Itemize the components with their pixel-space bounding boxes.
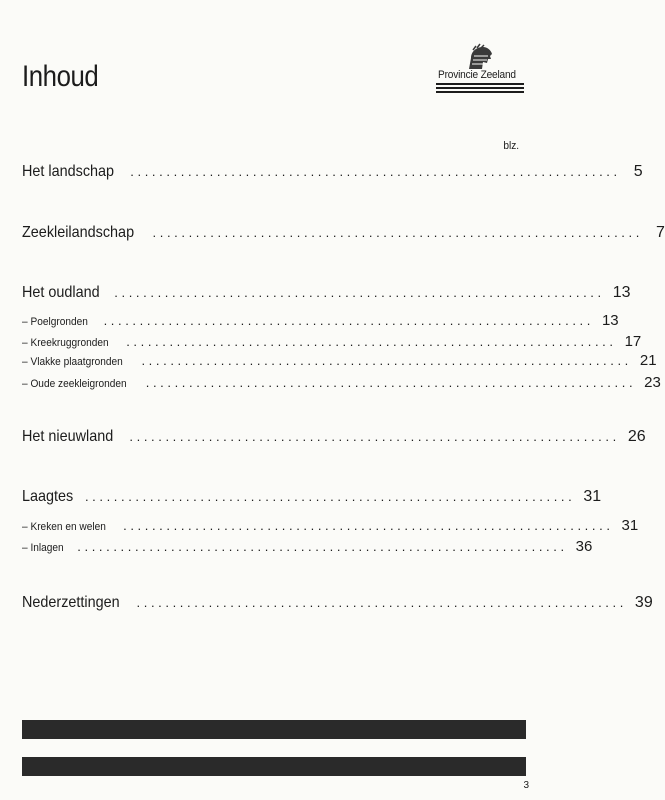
toc-entry[interactable] <box>22 224 665 246</box>
page-column-label: blz. <box>503 140 519 152</box>
toc-subentry-page: 23 <box>644 374 661 391</box>
toc-entry-label: Nederzettingen <box>22 594 120 611</box>
toc-subentry-page: 17 <box>624 333 642 350</box>
toc-entry-page: 5 <box>633 163 643 180</box>
zeeland-lion-icon <box>463 44 495 70</box>
toc-subentry-label: – Oude zeekleigronden <box>22 378 127 390</box>
toc-leader-dots: .................................................................... <box>103 313 594 328</box>
toc-entry-label: Het oudland <box>22 284 100 301</box>
toc-subentry-page: 31 <box>621 517 639 534</box>
toc-leader-dots: .................................................................... <box>126 334 617 349</box>
toc-subentry[interactable] <box>22 352 657 369</box>
toc-entry[interactable] <box>22 284 631 306</box>
toc-leader-dots: .................................................................... <box>130 164 621 179</box>
toc-subentry-label: – Kreken en welen <box>22 521 106 533</box>
toc-subentry-page: 36 <box>575 538 593 555</box>
toc-entry-label: Het nieuwland <box>22 428 114 445</box>
toc-entry-page: 39 <box>634 594 653 611</box>
toc-subentry[interactable] <box>22 374 661 391</box>
toc-subentry[interactable] <box>22 333 642 350</box>
toc-entry-label: Zeekleilandschap <box>22 224 135 241</box>
provincie-zeeland-logo <box>436 44 524 94</box>
page-title: Inhoud <box>22 60 99 93</box>
toc-subentry-label: – Vlakke plaatgronden <box>22 356 123 368</box>
logo-text: Provincie Zeeland <box>438 69 516 81</box>
logo-rule <box>436 83 524 85</box>
toc-entry-page: 7 <box>656 224 665 241</box>
toc-subentry-label: – Kreekruggronden <box>22 337 109 349</box>
decorative-bar <box>22 720 526 739</box>
toc-entry-label: Het landschap <box>22 163 115 180</box>
toc-subentry[interactable] <box>22 517 639 534</box>
toc-entry[interactable] <box>22 594 653 616</box>
toc-leader-dots: .................................................................... <box>145 375 637 390</box>
toc-entry-label: Laagtes <box>22 488 74 505</box>
toc-entry-page: 13 <box>612 284 631 301</box>
toc-entry[interactable] <box>22 428 646 450</box>
toc-leader-dots: .................................................................... <box>123 518 614 533</box>
toc-leader-dots: .................................................................... <box>136 595 627 610</box>
toc-leader-dots: .................................................................... <box>84 489 576 504</box>
toc-subentry[interactable] <box>22 312 619 329</box>
toc-entry-page: 31 <box>583 488 602 505</box>
decorative-bar <box>22 757 526 776</box>
logo-rule <box>436 87 524 89</box>
toc-entry[interactable] <box>22 488 602 510</box>
toc-subentry-page: 13 <box>601 312 619 329</box>
toc-leader-dots: .................................................................... <box>152 225 643 240</box>
toc-leader-dots: .................................................................... <box>114 285 605 300</box>
logo-rule <box>436 91 524 93</box>
toc-entry[interactable] <box>22 163 643 185</box>
toc-leader-dots: .................................................................... <box>129 429 620 444</box>
toc-subentry-page: 21 <box>639 352 657 369</box>
toc-subentry-label: – Poelgronden <box>22 316 88 328</box>
toc-subentry[interactable] <box>22 538 593 555</box>
page-number: 3 <box>523 780 529 791</box>
toc-leader-dots: .................................................................... <box>77 539 568 554</box>
toc-leader-dots: .................................................................... <box>141 353 632 368</box>
toc-entry-page: 26 <box>627 428 646 445</box>
toc-subentry-label: – Inlagen <box>22 542 64 554</box>
